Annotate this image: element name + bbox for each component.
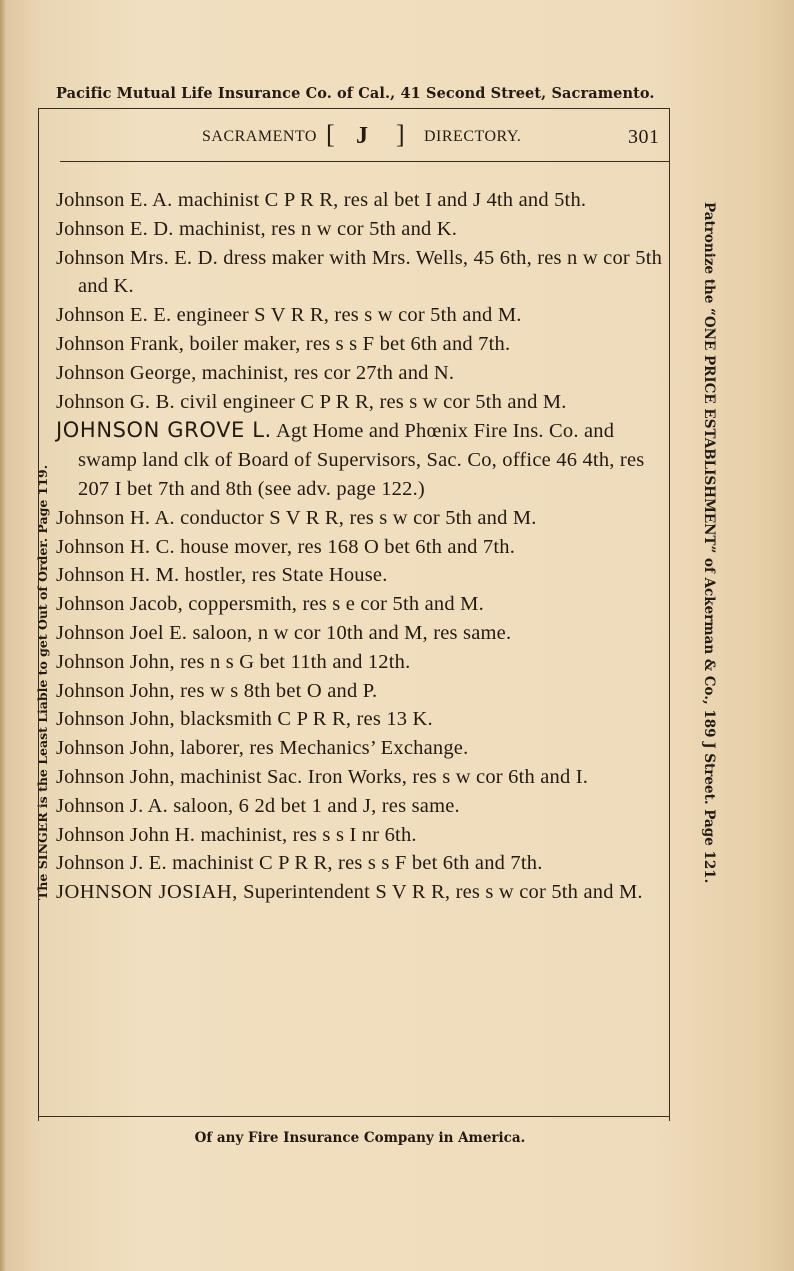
entry-name: Johnson Joel E. <box>56 621 188 644</box>
directory-entry <box>56 590 668 619</box>
entry-name: Johnson John H. <box>56 823 196 846</box>
entry-details: Agt Home and Phœnix Fire Ins. Co. and swamp land clk of Board of Supervisors, Sac. Co, office 46 4th, res 207 I bet 7th and 8th (see adv. page 122.) <box>78 420 645 500</box>
entry-name: Johnson J. E. <box>56 852 167 875</box>
directory-entry <box>56 244 668 302</box>
directory-entry <box>56 677 668 706</box>
entry-name: Johnson Mrs. E. D. <box>56 246 218 269</box>
directory-entry <box>56 849 668 878</box>
right-side-advertisement: Patronize the “ONE PRICE ESTABLISHMENT” of Ackerman & Co., 189 J Street. Page 121. <box>701 202 717 884</box>
directory-entry <box>56 561 668 590</box>
entry-details: conductor S V R R, res s w cor 5th and M. <box>174 506 537 529</box>
entry-details: machinist Sac. Iron Works, res s w cor 6th and I. <box>174 765 589 788</box>
entry-name: Johnson John, <box>56 737 175 760</box>
directory-entries <box>56 186 668 907</box>
entry-name: Johnson J. A. <box>56 794 168 817</box>
directory-entry <box>56 416 668 503</box>
entry-name: Johnson E. A. <box>56 189 173 211</box>
entry-name: Johnson H. M. <box>56 564 180 587</box>
entry-name: Johnson G. B. <box>56 390 175 413</box>
left-side-advertisement: The SINGER is the Least Liable to get Out of Order. Page 119. <box>35 464 50 900</box>
running-head-rule <box>60 161 670 162</box>
frame-bottom-rule <box>38 1116 670 1117</box>
running-head-city: SACRAMENTO <box>202 128 317 145</box>
entry-name: Johnson Frank, <box>56 332 185 355</box>
entry-details: machinist C P R R, res s s F bet 6th and 7th. <box>166 852 543 875</box>
directory-entry <box>56 388 668 417</box>
entry-details: hostler, res State House. <box>179 564 388 587</box>
running-head-close-bracket: ] <box>396 120 406 149</box>
entry-name: Johnson Jacob, <box>56 593 183 616</box>
directory-entry <box>56 504 668 533</box>
page-number: 301 <box>628 126 660 148</box>
running-head-open-bracket: [ <box>326 120 336 149</box>
entry-details: blacksmith C P R R, res 13 K. <box>174 708 433 731</box>
entry-details: dress maker with Mrs. Wells, 45 6th, res n w cor 5th and K. <box>78 246 663 298</box>
entry-name: Johnson John, <box>56 650 175 673</box>
entry-details: saloon, 6 2d bet 1 and J, res same. <box>167 794 460 817</box>
entry-details: res w s 8th bet O and P. <box>174 679 378 702</box>
page-edge <box>0 0 6 1271</box>
directory-entry <box>56 619 668 648</box>
entry-details: laborer, res Mechanics’ Exchange. <box>174 737 469 760</box>
entry-details: house mover, res 168 O bet 6th and 7th. <box>174 535 516 558</box>
entry-name: Johnson John, <box>56 708 175 731</box>
directory-entry <box>56 878 668 907</box>
entry-name: Johnson John, <box>56 679 175 702</box>
entry-name: Johnson H. C. <box>56 535 175 558</box>
directory-entry <box>56 215 668 244</box>
entry-name: Johnson E. E. <box>56 304 172 327</box>
directory-entry <box>56 792 668 821</box>
running-head-letter: J <box>356 123 369 149</box>
entry-details: Superintendent S V R R, res s w cor 5th and M. <box>237 881 643 904</box>
top-advertisement: Pacific Mutual Life Insurance Co. of Cal., 41 Second Street, Sacramento. <box>56 85 655 102</box>
entry-details: engineer S V R R, res s w cor 5th and M. <box>171 304 522 327</box>
entry-details: saloon, n w cor 10th and M, res same. <box>187 621 512 644</box>
directory-entry <box>56 533 668 562</box>
directory-entry <box>56 330 668 359</box>
directory-entry <box>56 359 668 388</box>
entry-details: machinist, res cor 27th and N. <box>196 361 455 384</box>
entry-details: boiler maker, res s s F bet 6th and 7th. <box>184 332 511 355</box>
directory-entry <box>56 186 668 215</box>
directory-entry <box>56 821 668 850</box>
entry-name: Johnson George, <box>56 361 197 384</box>
directory-entry <box>56 763 668 792</box>
bottom-advertisement: Of any Fire Insurance Company in America. <box>194 1130 526 1146</box>
entry-details: machinist C P R R, res al bet I and J 4th and 5th. <box>172 189 587 211</box>
running-head-title: DIRECTORY. <box>424 128 522 145</box>
entry-name: Johnson John, <box>56 765 175 788</box>
entry-details: machinist, res n w cor 5th and K. <box>173 217 458 240</box>
directory-entry <box>56 301 668 330</box>
entry-name: JOHNSON JOSIAH, <box>56 881 238 904</box>
entry-details: coppersmith, res s e cor 5th and M. <box>182 593 484 616</box>
entry-name: Johnson H. A. <box>56 506 175 529</box>
entry-name: Johnson E. D. <box>56 217 174 240</box>
entry-name: JOHNSON GROVE L. <box>56 418 272 443</box>
directory-entry <box>56 705 668 734</box>
entry-details: res n s G bet 11th and 12th. <box>174 650 411 673</box>
directory-entry <box>56 648 668 677</box>
running-head <box>58 118 668 158</box>
entry-details: civil engineer C P R R, res s w cor 5th and M. <box>174 390 567 413</box>
directory-entry <box>56 734 668 763</box>
entry-details: machinist, res s s I nr 6th. <box>195 823 417 846</box>
